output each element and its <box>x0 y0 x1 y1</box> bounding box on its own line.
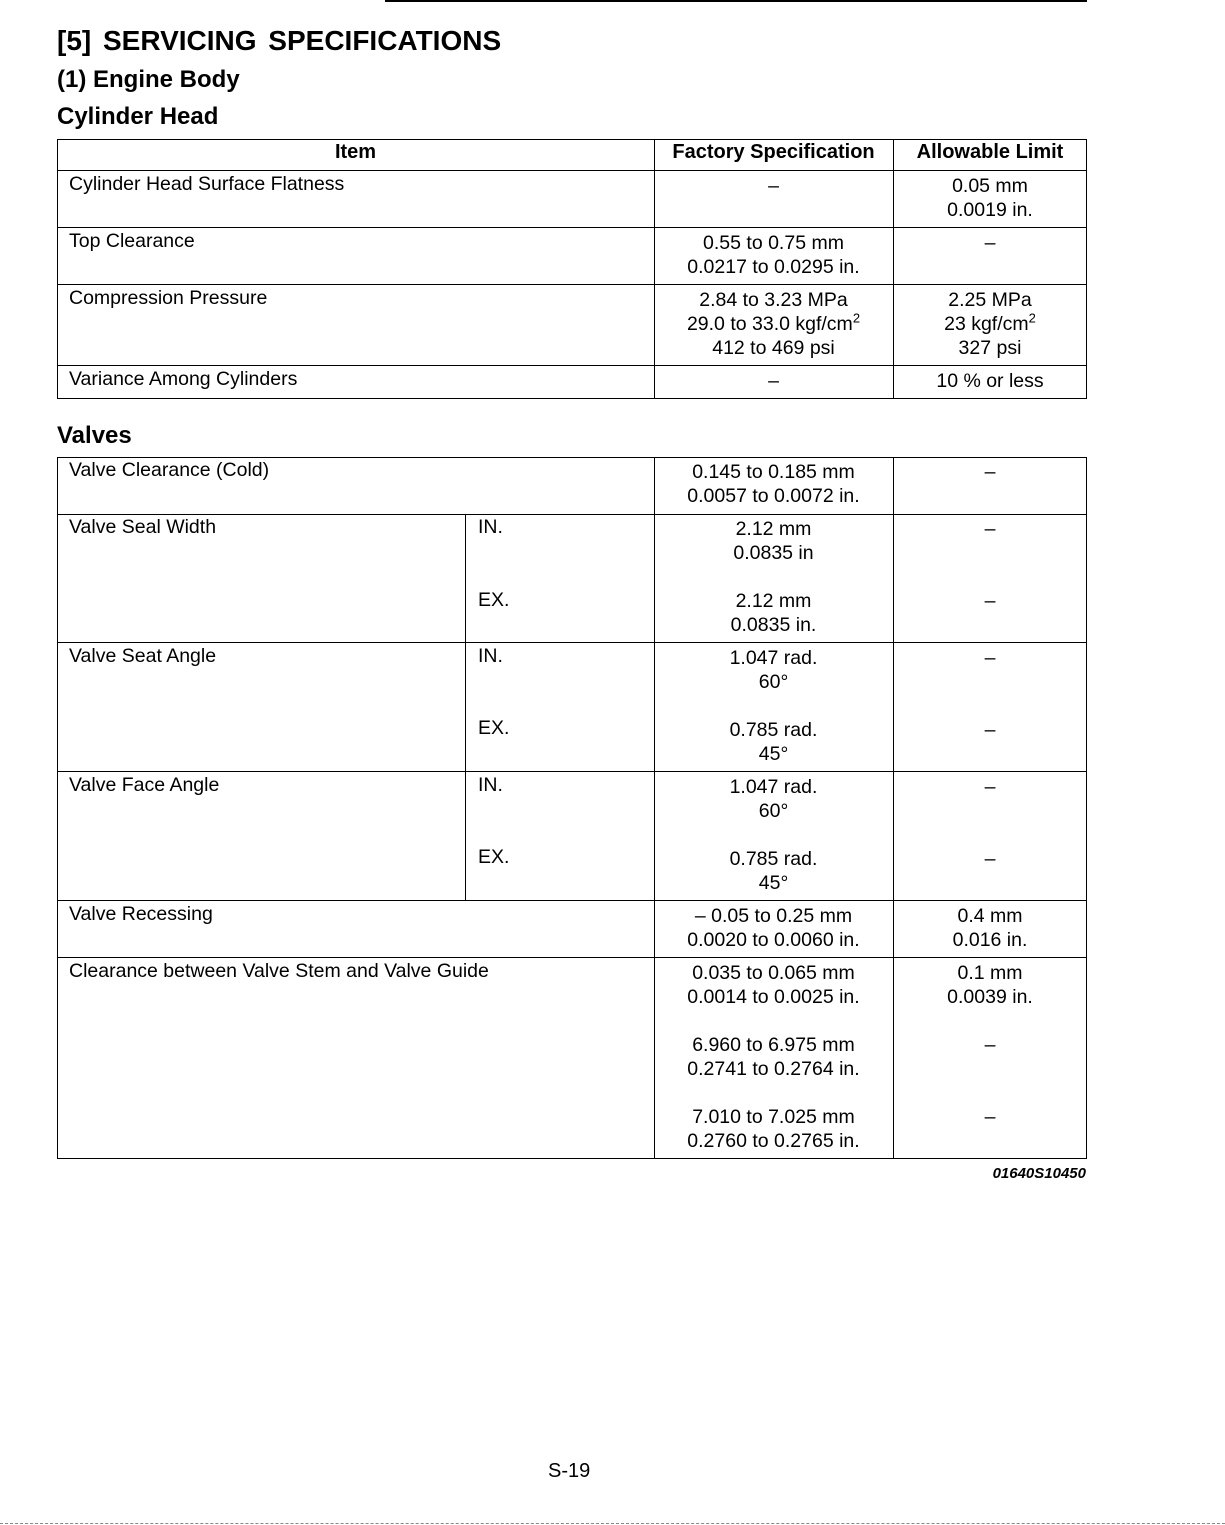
item-label: Valve Recessing <box>69 903 213 925</box>
spec-value: 60° <box>758 800 789 822</box>
spec-value: 0.0014 to 0.0025 in. <box>687 986 860 1008</box>
limit-value: 10 % or less <box>936 370 1044 392</box>
sub-label-ex: EX. <box>478 717 510 739</box>
page-number: S-19 <box>548 1460 591 1482</box>
sub-label-in: IN. <box>478 774 503 796</box>
spec-value: 412 to 469 psi <box>712 337 835 359</box>
limit-value: 2.25 MPa <box>948 289 1032 311</box>
limit-value: 0.4 mm <box>957 905 1023 927</box>
sub-label-in: IN. <box>478 516 503 538</box>
limit-value: – <box>984 848 996 870</box>
spec-value: 2.12 mm <box>735 518 812 540</box>
spec-value: 2.84 to 3.23 MPa <box>699 289 848 311</box>
item-label: Variance Among Cylinders <box>69 368 298 390</box>
spec-value: 0.2760 to 0.2765 in. <box>687 1130 860 1152</box>
spec-value: – <box>768 175 779 197</box>
limit-value: – <box>984 647 996 669</box>
row-divider <box>57 771 1087 772</box>
limit-value: – <box>984 590 996 612</box>
limit-value: – <box>984 776 996 798</box>
item-label: Valve Face Angle <box>69 774 220 796</box>
limit-value: 0.0039 in. <box>947 986 1033 1008</box>
spec-value: 6.960 to 6.975 mm <box>692 1034 855 1056</box>
sub-label-ex: EX. <box>478 589 510 611</box>
row-divider <box>57 170 1087 171</box>
spec-value: 0.0835 in. <box>730 614 817 636</box>
subsection-heading: (1) Engine Body <box>57 66 240 93</box>
spec-value: 0.785 rad. <box>729 848 818 870</box>
spec-value: 0.785 rad. <box>729 719 818 741</box>
spec-value: 0.0835 in <box>733 542 814 564</box>
top-rule <box>385 0 1087 2</box>
spec-value: 2.12 mm <box>735 590 812 612</box>
row-divider <box>57 365 1087 366</box>
spec-value: 0.55 to 0.75 mm <box>703 232 844 254</box>
spec-value: 7.010 to 7.025 mm <box>692 1106 855 1128</box>
spec-value: – 0.05 to 0.25 mm <box>694 905 853 927</box>
spec-value: 1.047 rad. <box>729 647 818 669</box>
section-heading: [5] SERVICING SPECIFICATIONS <box>57 25 502 56</box>
bottom-rule <box>0 1523 1225 1524</box>
item-label: Compression Pressure <box>69 287 268 309</box>
cylinder-head-title: Cylinder Head <box>57 103 219 130</box>
spec-value: 60° <box>758 671 789 693</box>
header-item: Item <box>334 141 377 163</box>
item-label: Valve Seal Width <box>69 516 217 538</box>
row-divider <box>57 900 1087 901</box>
item-label: Valve Clearance (Cold) <box>69 459 270 481</box>
item-label: Cylinder Head Surface Flatness <box>69 173 345 195</box>
spec-value: 0.0020 to 0.0060 in. <box>687 929 860 951</box>
spec-value: 45° <box>758 743 789 765</box>
limit-value: 0.016 in. <box>952 929 1028 951</box>
limit-value: – <box>984 461 996 483</box>
spec-value: 0.0217 to 0.0295 in. <box>687 256 860 278</box>
limit-value: 0.1 mm <box>957 962 1023 984</box>
item-label: Top Clearance <box>69 230 195 252</box>
limit-value: – <box>984 1106 996 1128</box>
spec-value: 1.047 rad. <box>729 776 818 798</box>
spec-value: 0.035 to 0.065 mm <box>692 962 855 984</box>
header-factory-spec: Factory Specification <box>672 141 875 163</box>
spec-value: 45° <box>758 872 789 894</box>
limit-value-with-sup: 23 kgf/$cm^2$ <box>944 310 1036 335</box>
valves-title: Valves <box>57 422 132 449</box>
row-divider <box>57 957 1087 958</box>
row-divider <box>57 642 1087 643</box>
sub-col-divider <box>465 514 466 900</box>
row-divider <box>57 227 1087 228</box>
spec-value: 0.0057 to 0.0072 in. <box>687 485 860 507</box>
limit-value: 327 psi <box>958 337 1022 359</box>
limit-value: 0.05 mm <box>952 175 1028 197</box>
sub-label-ex: EX. <box>478 846 510 868</box>
sub-label-in: IN. <box>478 645 503 667</box>
limit-value: – <box>984 1034 996 1056</box>
row-divider <box>57 284 1087 285</box>
limit-value: – <box>984 232 996 254</box>
item-label: Clearance between Valve Stem and Valve Guide <box>69 960 489 982</box>
item-label: Valve Seat Angle <box>69 645 217 667</box>
limit-value: 0.0019 in. <box>947 199 1033 221</box>
spec-value: 0.145 to 0.185 mm <box>692 461 855 483</box>
document-code: 01640S10450 <box>992 1165 1086 1182</box>
limit-value: – <box>984 719 996 741</box>
header-allowable-limit: Allowable Limit <box>916 141 1064 163</box>
spec-value: 0.2741 to 0.2764 in. <box>687 1058 860 1080</box>
spec-value: – <box>768 370 779 392</box>
limit-value: – <box>984 518 996 540</box>
spec-value-with-sup: 29.0 to 33.0 kgf/$cm^2$ <box>686 310 861 335</box>
